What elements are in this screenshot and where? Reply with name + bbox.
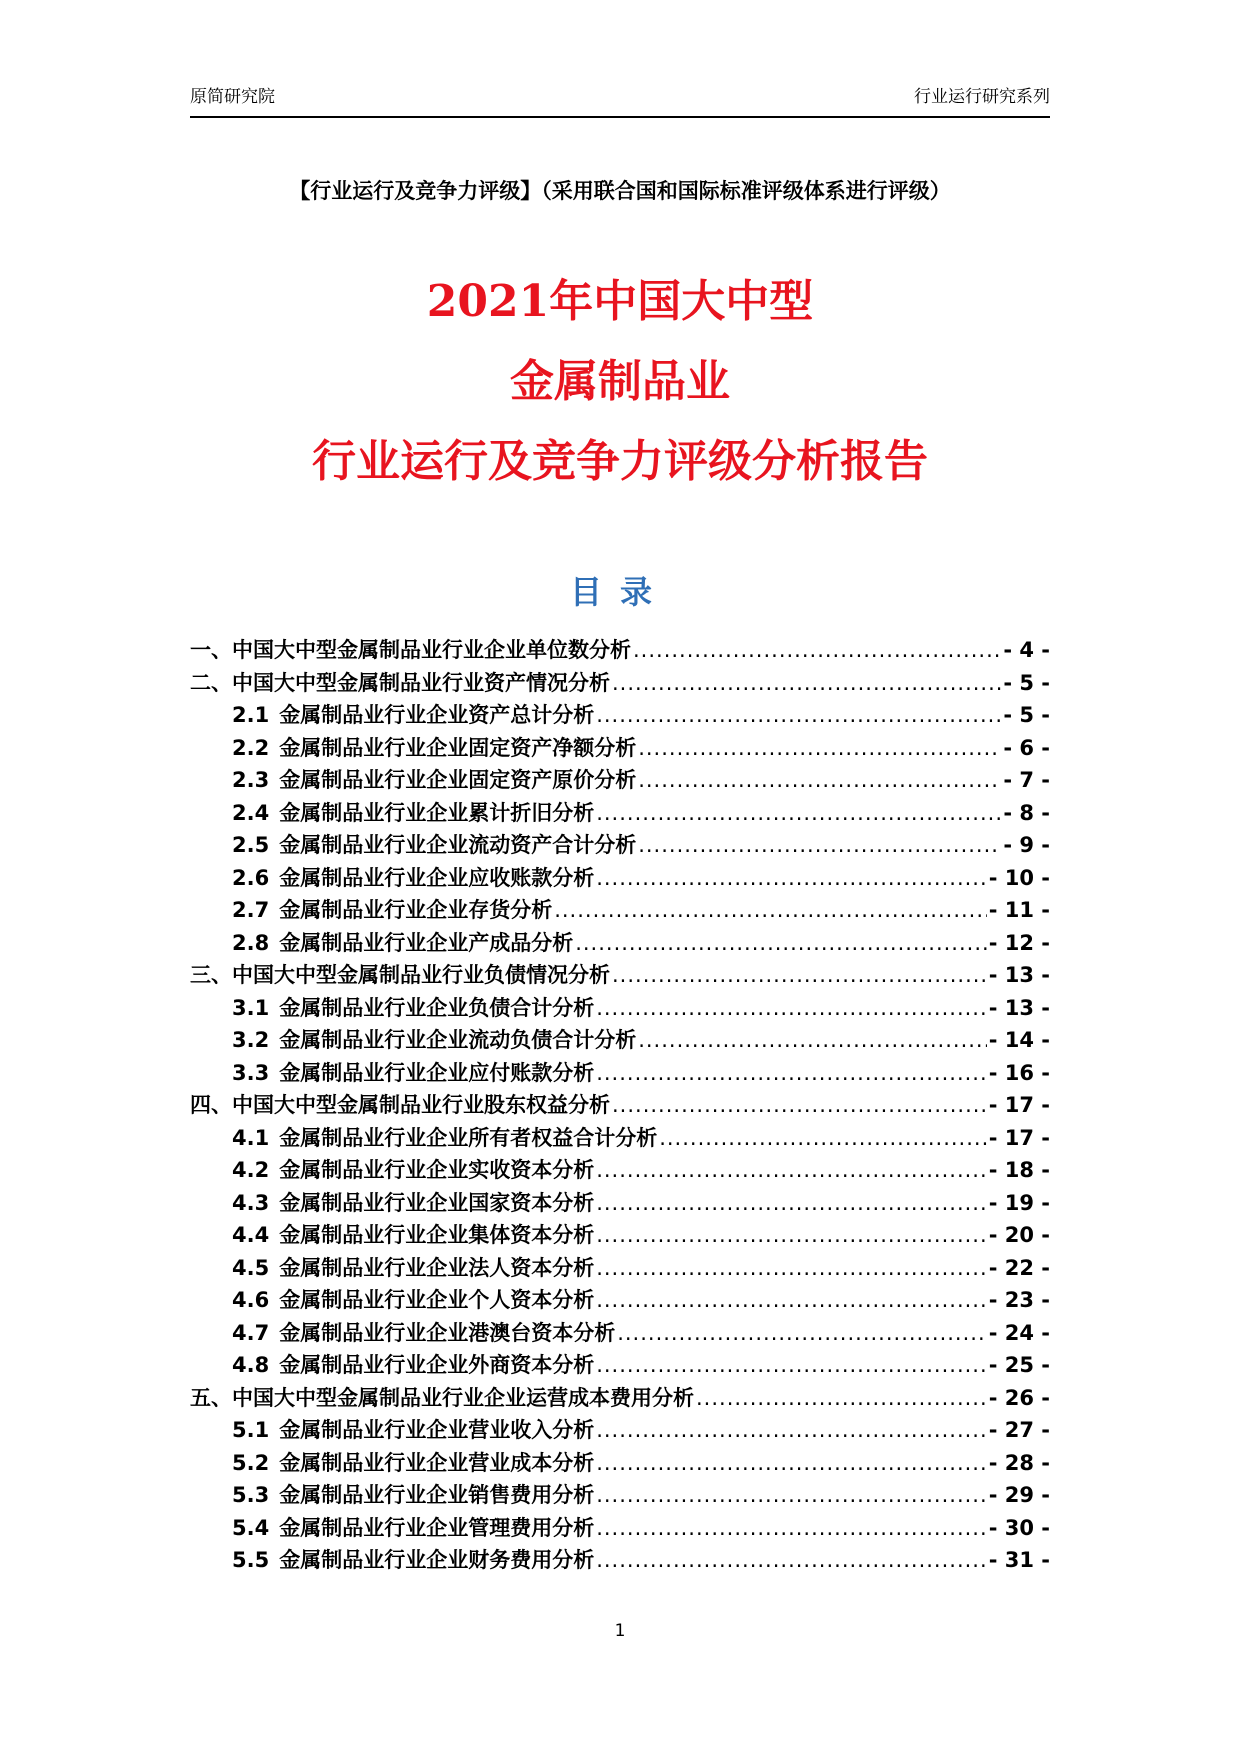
toc-heading: 目录 xyxy=(569,573,670,611)
toc-dot-leader xyxy=(638,764,1001,796)
toc-entry-number: 5.4 xyxy=(232,1515,270,1540)
toc-entry[interactable] xyxy=(190,894,1050,927)
toc-dot-leader xyxy=(596,699,1001,731)
toc-dot-leader xyxy=(638,1024,987,1056)
toc-entry[interactable] xyxy=(190,1154,1050,1187)
report-subtitle: 【行业运行及竞争力评级】（采用联合国和国际标准评级体系进行评级） xyxy=(289,179,951,203)
toc-entry[interactable] xyxy=(190,732,1050,765)
toc-entry[interactable] xyxy=(190,797,1050,830)
toc-entry[interactable] xyxy=(190,1089,1050,1122)
toc-dot-leader xyxy=(596,992,987,1024)
toc-entry-number: 2.6 xyxy=(232,865,270,890)
toc-entry[interactable] xyxy=(190,634,1050,667)
toc-dot-leader xyxy=(575,927,987,959)
toc-dot-leader xyxy=(596,1479,987,1511)
toc-dot-leader xyxy=(596,1284,987,1316)
toc-dot-leader xyxy=(554,894,987,926)
toc-dot-leader xyxy=(596,1219,987,1251)
toc-entry-page: - 17 - xyxy=(988,1125,1050,1150)
toc-entry-number: 4.2 xyxy=(232,1158,270,1182)
toc-dot-leader xyxy=(638,829,1001,861)
toc-entry-page: - 10 - xyxy=(988,865,1050,890)
toc-entry-page: - 28 - xyxy=(988,1450,1050,1475)
toc-entry-page: - 4 - xyxy=(1003,638,1050,662)
toc-entry-page: - 12 - xyxy=(988,930,1050,955)
toc-entry[interactable] xyxy=(190,927,1050,960)
page-number: 1 xyxy=(614,1621,626,1641)
toc-dot-leader xyxy=(612,1089,987,1121)
toc-dot-leader xyxy=(596,797,1001,829)
toc-entry-page: - 5 - xyxy=(1003,703,1050,727)
toc-dot-leader xyxy=(696,1382,987,1414)
toc-entry[interactable] xyxy=(190,959,1050,992)
toc-entry[interactable] xyxy=(190,1187,1050,1220)
toc-entry[interactable] xyxy=(190,1414,1050,1447)
toc-entry-title: 金属制品业行业企业港澳台资本分析 xyxy=(279,1320,616,1345)
toc-entry[interactable] xyxy=(190,1284,1050,1317)
toc-entry-page: - 20 - xyxy=(988,1223,1050,1247)
toc-entry-page: - 17 - xyxy=(988,1093,1050,1117)
toc-entry-page: - 25 - xyxy=(988,1353,1050,1377)
toc-entry-page: - 31 - xyxy=(988,1548,1050,1572)
toc-entry-title: 金属制品业行业企业流动资产合计分析 xyxy=(279,833,637,857)
toc-dot-leader xyxy=(612,667,1001,699)
toc-dot-leader xyxy=(596,1154,987,1186)
toc-entry-title: 金属制品业行业企业流动负债合计分析 xyxy=(279,1028,637,1052)
page-footer xyxy=(190,1620,1050,1642)
toc-entry-page: - 9 - xyxy=(1003,833,1050,857)
toc-entry-title: 金属制品业行业企业销售费用分析 xyxy=(279,1483,595,1507)
toc-entry-title: 金属制品业行业企业存货分析 xyxy=(279,898,553,922)
toc-entry-number: 4.3 xyxy=(232,1190,270,1215)
toc-entry-title: 金属制品业行业企业累计折旧分析 xyxy=(279,800,595,825)
toc-entry-number: 2.8 xyxy=(232,930,270,955)
toc-entry-title: 金属制品业行业企业财务费用分析 xyxy=(279,1548,595,1572)
toc-entry[interactable] xyxy=(190,1057,1050,1090)
title-line-3: 行业运行及竞争力评级分析报告 xyxy=(312,436,928,487)
toc-entry-title: 一、中国大中型金属制品业行业企业单位数分析 xyxy=(190,638,631,662)
toc-entry-number: 4.1 xyxy=(232,1125,270,1150)
toc-entry-page: - 27 - xyxy=(988,1418,1050,1442)
toc-entry-number: 5.1 xyxy=(232,1418,270,1442)
toc-entry[interactable] xyxy=(190,1122,1050,1155)
toc-entry-title: 金属制品业行业企业营业成本分析 xyxy=(279,1450,595,1475)
toc-entry[interactable] xyxy=(190,1317,1050,1350)
toc-entry-number: 5.2 xyxy=(232,1450,270,1475)
toc-entry-page: - 30 - xyxy=(988,1515,1050,1540)
toc-entry-title: 金属制品业行业企业资产总计分析 xyxy=(279,703,595,727)
toc-entry-title: 金属制品业行业企业营业收入分析 xyxy=(279,1418,595,1442)
toc-entry-number: 2.3 xyxy=(232,768,270,792)
toc-dot-leader xyxy=(596,1544,987,1576)
toc-entry-page: - 18 - xyxy=(988,1158,1050,1182)
toc-entry[interactable] xyxy=(190,1447,1050,1480)
toc-entry-number: 2.1 xyxy=(232,703,270,727)
toc-entry-number: 5.3 xyxy=(232,1483,270,1507)
title-line-2: 金属制品业 xyxy=(510,356,730,407)
toc-entry-title: 金属制品业行业企业外商资本分析 xyxy=(279,1353,595,1377)
toc-entry-page: - 24 - xyxy=(988,1320,1050,1345)
toc-entry[interactable] xyxy=(190,1512,1050,1545)
toc-entry-page: - 19 - xyxy=(988,1190,1050,1215)
toc-entry[interactable] xyxy=(190,1349,1050,1382)
toc-entry-page: - 14 - xyxy=(988,1028,1050,1052)
toc-entry-title: 二、中国大中型金属制品业行业资产情况分析 xyxy=(190,670,610,695)
toc-entry-title: 五、中国大中型金属制品业行业企业运营成本费用分析 xyxy=(190,1385,694,1410)
toc-entry-number: 4.6 xyxy=(232,1288,270,1312)
toc-entry-title: 金属制品业行业企业管理费用分析 xyxy=(279,1515,595,1540)
toc-entry-title: 金属制品业行业企业产成品分析 xyxy=(279,930,574,955)
toc-dot-leader xyxy=(596,1414,987,1446)
header-right-text: 行业运行研究系列 xyxy=(914,87,1050,107)
toc-entry-page: - 6 - xyxy=(1003,735,1050,760)
toc-dot-leader xyxy=(638,732,1001,764)
toc-entry-number: 3.3 xyxy=(232,1060,270,1085)
toc-entry-title: 金属制品业行业企业应付账款分析 xyxy=(279,1060,595,1085)
toc-entry-number: 4.5 xyxy=(232,1255,270,1280)
toc-dot-leader xyxy=(612,959,987,991)
toc-entry-page: - 29 - xyxy=(988,1483,1050,1507)
toc-dot-leader xyxy=(596,1349,987,1381)
toc-dot-leader xyxy=(617,1317,987,1349)
toc-entry-page: - 7 - xyxy=(1003,768,1050,792)
toc-entry-title: 金属制品业行业企业实收资本分析 xyxy=(279,1158,595,1182)
toc-entry[interactable] xyxy=(190,1252,1050,1285)
toc-entry[interactable] xyxy=(190,1219,1050,1252)
toc-entry[interactable] xyxy=(190,764,1050,797)
toc-entry-number: 3.2 xyxy=(232,1028,270,1052)
toc-entry[interactable] xyxy=(190,1544,1050,1577)
toc-entry-page: - 22 - xyxy=(988,1255,1050,1280)
toc-dot-leader xyxy=(596,1187,987,1219)
toc-dot-leader xyxy=(596,1252,987,1284)
toc-entry-number: 2.4 xyxy=(232,800,270,825)
toc-entry-title: 金属制品业行业企业集体资本分析 xyxy=(279,1223,595,1247)
toc-entry-title: 金属制品业行业企业国家资本分析 xyxy=(279,1190,595,1215)
toc-entry-page: - 13 - xyxy=(988,963,1050,987)
toc-entry[interactable] xyxy=(190,862,1050,895)
toc-entry-title: 金属制品业行业企业所有者权益合计分析 xyxy=(279,1125,658,1150)
toc-entry[interactable] xyxy=(190,1479,1050,1512)
title-line-1: 2021年中国大中型 xyxy=(426,276,814,327)
toc-entry-title: 金属制品业行业企业固定资产原价分析 xyxy=(279,768,637,792)
toc-dot-leader xyxy=(596,1447,987,1479)
toc-entry-page: - 23 - xyxy=(988,1288,1050,1312)
toc-entry[interactable] xyxy=(190,829,1050,862)
toc-entry-number: 4.8 xyxy=(232,1353,270,1377)
toc-dot-leader xyxy=(633,634,1001,666)
report-title xyxy=(190,276,1050,520)
toc-entry[interactable] xyxy=(190,699,1050,732)
toc-entry-title: 金属制品业行业企业固定资产净额分析 xyxy=(279,735,637,760)
toc-dot-leader xyxy=(596,1057,987,1089)
toc-entry[interactable] xyxy=(190,1382,1050,1415)
toc-entry-number: 2.7 xyxy=(232,898,270,922)
toc-entry-page: - 26 - xyxy=(988,1385,1050,1410)
header-left-text: 原简研究院 xyxy=(190,87,275,107)
table-of-contents xyxy=(190,634,1050,1577)
toc-entry-number: 3.1 xyxy=(232,995,270,1020)
toc-entry-page: - 5 - xyxy=(1003,670,1050,695)
toc-entry-page: - 16 - xyxy=(988,1060,1050,1085)
toc-entry-title: 四、中国大中型金属制品业行业股东权益分析 xyxy=(190,1093,610,1117)
toc-entry-title: 金属制品业行业企业个人资本分析 xyxy=(279,1288,595,1312)
toc-dot-leader xyxy=(596,1512,987,1544)
toc-entry-title: 金属制品业行业企业法人资本分析 xyxy=(279,1255,595,1280)
toc-entry[interactable] xyxy=(190,992,1050,1025)
toc-entry-number: 4.7 xyxy=(232,1320,270,1345)
toc-entry-page: - 11 - xyxy=(988,898,1050,922)
toc-entry-number: 2.5 xyxy=(232,833,270,857)
toc-entry-title: 金属制品业行业企业应收账款分析 xyxy=(279,865,595,890)
toc-entry-page: - 8 - xyxy=(1003,800,1050,825)
toc-entry-number: 5.5 xyxy=(232,1548,270,1572)
toc-entry-number: 4.4 xyxy=(232,1223,270,1247)
toc-entry-page: - 13 - xyxy=(988,995,1050,1020)
toc-entry-number: 2.2 xyxy=(232,735,270,760)
toc-entry[interactable] xyxy=(190,1024,1050,1057)
page-header xyxy=(190,86,1050,118)
toc-entry-title: 三、中国大中型金属制品业行业负债情况分析 xyxy=(190,963,610,987)
toc-entry-title: 金属制品业行业企业负债合计分析 xyxy=(279,995,595,1020)
toc-entry[interactable] xyxy=(190,667,1050,700)
toc-dot-leader xyxy=(659,1122,987,1154)
toc-dot-leader xyxy=(596,862,987,894)
